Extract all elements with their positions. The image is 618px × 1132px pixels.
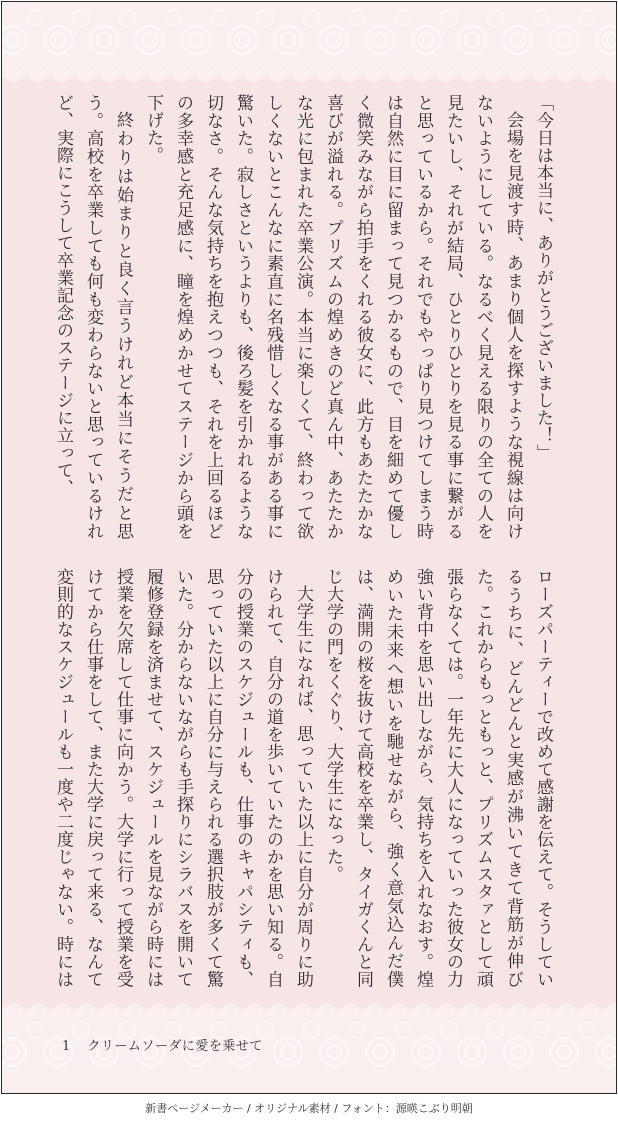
paragraph: 大学生になれば、思っていた以上に自分が周りに助けられて、自分の道を歩いていたのかを思い知る。自分の授業のスケジュールも、仕事のキャパシティも、思っていた以上に自分に与えられる選択肢が多くて驚いた。分からないながらも手探りにシラバスを開いて履修登録を済ませて、スケジュールを見ながら時には授業を欠席して仕事に向かう。大学に行って授業を受けてから仕事をして、また大学に戻って来る、なんて変則的なスケジュールも一度や二度じゃない。時には	[53, 568, 313, 988]
paragraph: 会場を見渡す時、あまり個人を探すような視線は向けないようにしている。なるべく見える限りの全ての人を見たいし、それが結局、ひとりひとりを見る事に繋がると思っているから。それでもやっぱり見つけてしまう時は自然に目に留まって見つかるもので、目を細めて優しく微笑みながら拍手をくれる彼女に、此方もあたたかな喜びが溢れる。プリズムの煌めきのど真ん中、あたたかな光に包まれた卒業公演。本当に楽しくて、終わって欲しくないとこんなに素直に名残惜しくなる事がある事に驚いた。寂しさというよりも、後ろ髪を引かれるような切なさ。そんな気持ちを抱えつつも、それを上回るほどの多幸感と充足感に、瞳を煌めかせてステージから頭を下げた。	[143, 94, 523, 540]
book-page	[1, 1, 617, 1094]
paragraph: ローズパーティーで改めて感謝を伝えて。そうしているうちに、どんどんと実感が沸いてきて背筋が伸びた。これからもっともっと、プリズムスタァとして頑張らなくては。一年先に大人になっていった彼女の力強い背中を思い出しながら、気持ちを入れなおす。煌めいた未来へ想いを馳せながら、強く意気込んだ僕は、満開の桜を抜けて高校を卒業し、タイガくんと同じ大学の門をくぐり、大学生になった。	[323, 568, 553, 988]
page-number: 1	[62, 1039, 71, 1054]
paragraph: 終わりは始まりと良く言うけれど本当にそうだと思う。高校を卒業しても何も変わらないと思っているけれど、実際にこうして卒業記念のステージに立って、	[53, 94, 133, 540]
lower-text-block	[53, 568, 558, 988]
page-footer	[62, 1035, 263, 1054]
lace-border-top	[2, 2, 616, 94]
credit-line: 新書ページメーカー / オリジナル素材 / フォント：源暎こぶり明朝	[145, 1102, 473, 1115]
upper-text-block	[53, 94, 558, 540]
book-title: クリームソーダに愛を乗せて	[87, 1039, 263, 1054]
paragraph: 「今日は本当に、ありがとうございました！」	[533, 94, 553, 462]
